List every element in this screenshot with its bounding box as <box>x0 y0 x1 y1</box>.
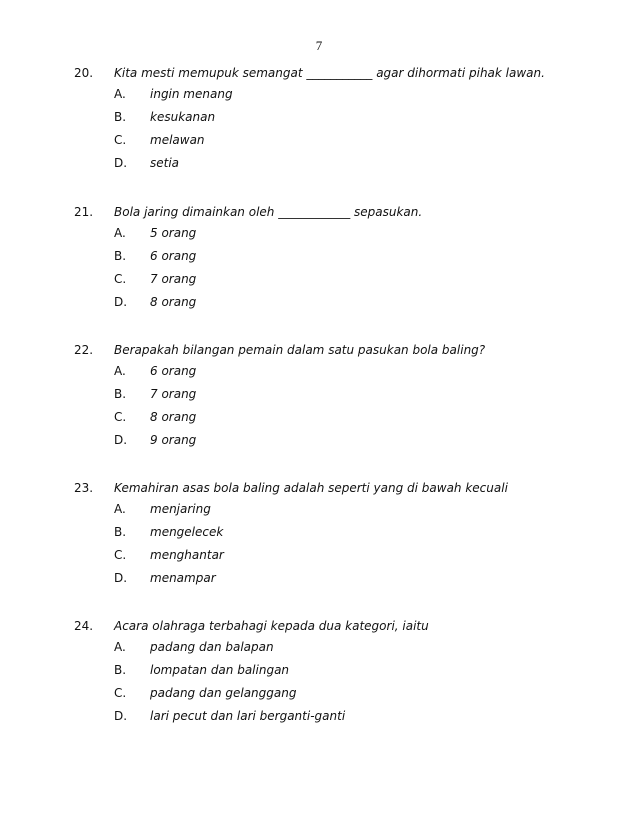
question-21 <box>74 202 422 314</box>
option-text: menjaring <box>150 502 211 516</box>
option-a <box>74 83 545 106</box>
question-stem <box>74 202 422 222</box>
option-text: menghantar <box>150 548 224 562</box>
question-20 <box>74 63 545 175</box>
option-d <box>74 152 545 175</box>
option-letter: A. <box>114 502 126 516</box>
option-text: lompatan dan balingan <box>150 663 290 677</box>
question-stem <box>74 340 485 360</box>
option-letter: B. <box>114 525 127 539</box>
option-letter: C. <box>114 410 127 424</box>
option-text: 8 orang <box>150 410 197 424</box>
page-number: 7 <box>315 38 323 53</box>
option-letter: B. <box>114 387 127 401</box>
question-number: 21. <box>74 205 94 219</box>
question-number: 23. <box>74 481 94 495</box>
option-c <box>74 682 429 705</box>
option-text: 7 orang <box>150 272 197 286</box>
question-text: Kita mesti memupuk semangat ___________ agar dihormati pihak lawan. <box>114 66 545 80</box>
option-text: menampar <box>150 571 216 585</box>
option-d <box>74 705 429 728</box>
option-text: setia <box>150 156 180 170</box>
question-number: 22. <box>74 343 94 357</box>
question-23 <box>74 478 508 590</box>
question-24 <box>74 616 429 728</box>
option-letter: D. <box>114 295 128 309</box>
option-letter: D. <box>114 709 128 723</box>
option-letter: C. <box>114 272 127 286</box>
option-b <box>74 659 429 682</box>
option-letter: B. <box>114 663 127 677</box>
option-text: melawan <box>150 133 205 147</box>
option-d <box>74 291 422 314</box>
option-letter: D. <box>114 156 128 170</box>
option-letter: C. <box>114 548 127 562</box>
option-b <box>74 521 508 544</box>
option-text: 7 orang <box>150 387 197 401</box>
option-text: 8 orang <box>150 295 197 309</box>
option-b <box>74 245 422 268</box>
option-text: kesukanan <box>150 110 216 124</box>
option-c <box>74 268 422 291</box>
question-text: Bola jaring dimainkan oleh ____________ sepasukan. <box>114 205 423 219</box>
option-text: 5 orang <box>150 226 197 240</box>
option-letter: D. <box>114 571 128 585</box>
option-a <box>74 360 485 383</box>
option-letter: A. <box>114 226 126 240</box>
option-d <box>74 567 508 590</box>
option-a <box>74 498 508 521</box>
option-text: padang dan balapan <box>150 640 274 654</box>
option-text: padang dan gelanggang <box>150 686 297 700</box>
option-text: 6 orang <box>150 249 197 263</box>
option-c <box>74 406 485 429</box>
question-text: Kemahiran asas bola baling adalah seperti yang di bawah kecuali <box>114 481 508 495</box>
option-b <box>74 383 485 406</box>
option-text: ingin menang <box>150 87 233 101</box>
option-c <box>74 544 508 567</box>
option-letter: A. <box>114 640 126 654</box>
question-stem <box>74 63 545 83</box>
question-number: 20. <box>74 66 94 80</box>
question-text: Acara olahraga terbahagi kepada dua kategori, iaitu <box>114 619 429 633</box>
question-22 <box>74 340 485 452</box>
option-text: 6 orang <box>150 364 197 378</box>
option-letter: A. <box>114 364 126 378</box>
question-text: Berapakah bilangan pemain dalam satu pasukan bola baling? <box>114 343 486 357</box>
option-letter: D. <box>114 433 128 447</box>
question-stem <box>74 478 508 498</box>
option-text: mengelecek <box>150 525 224 539</box>
option-letter: C. <box>114 133 127 147</box>
question-stem <box>74 616 429 636</box>
option-letter: C. <box>114 686 127 700</box>
option-b <box>74 106 545 129</box>
option-d <box>74 429 485 452</box>
option-a <box>74 636 429 659</box>
question-number: 24. <box>74 619 94 633</box>
option-letter: B. <box>114 249 127 263</box>
option-letter: A. <box>114 87 126 101</box>
option-text: 9 orang <box>150 433 197 447</box>
option-a <box>74 222 422 245</box>
option-text: lari pecut dan lari berganti-ganti <box>150 709 346 723</box>
option-c <box>74 129 545 152</box>
option-letter: B. <box>114 110 127 124</box>
